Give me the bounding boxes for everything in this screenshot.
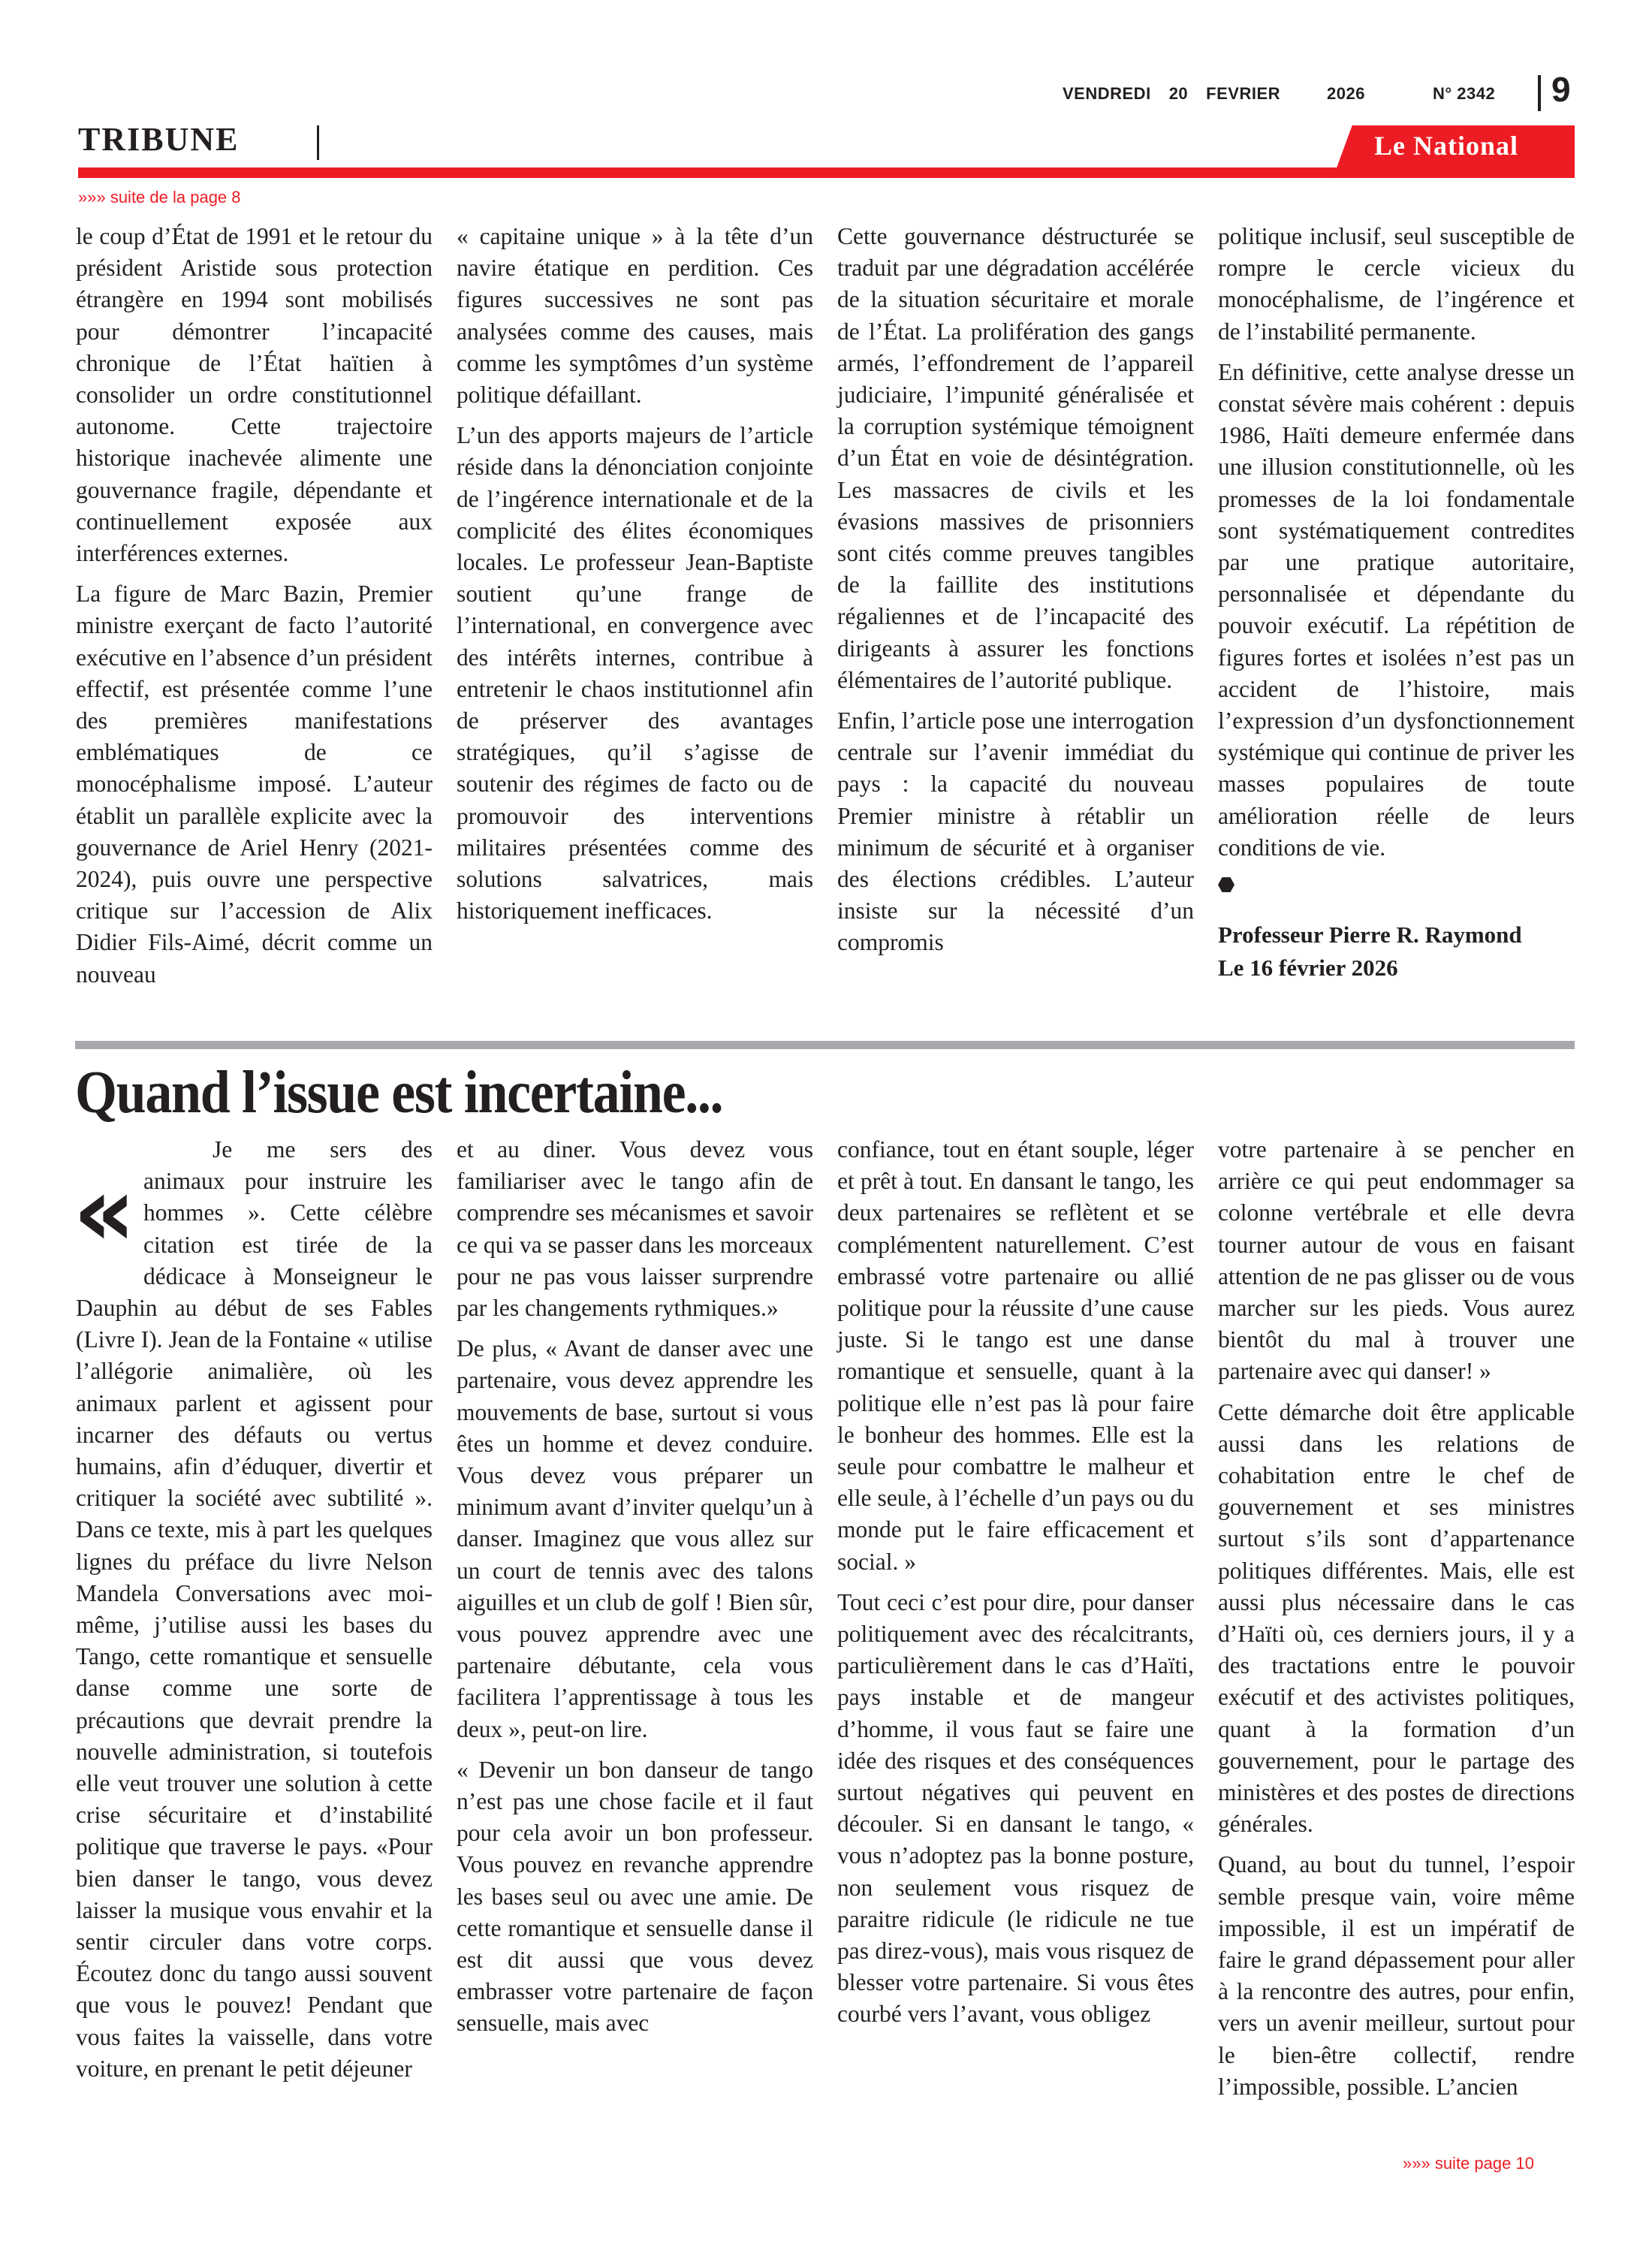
newspaper-logo: Le National [1374,131,1519,161]
article-1-column-1 [76,221,433,1000]
article-2-column-2 [457,1134,813,2112]
article-1-column-3 [837,221,1194,1000]
continued-from-link[interactable]: »»» suite de la page 8 [78,188,241,207]
paragraph: votre partenaire à se pencher en arrière ce qui peut endommager sa colonne vertébrale et elle devra tourner autour de vous en faisant attention de ne pas glisser ou de vous marcher sur les pieds. Vous aurez bientôt du mal à trouver une partenaire avec qui danser! » [1218,1136,1575,1385]
article-date: Le 16 février 2026 [1218,955,1398,982]
paragraph: « capitaine unique » à la tête d’un navire étatique en perdition. Ces figures successives ne sont pas analysées comme des causes, mais comme les symptômes d’un système politique défaillant. [457,223,813,409]
drop-quote-icon: « [73,1154,136,1268]
author-name: Professeur Pierre R. Raymond [1218,921,1522,949]
article-separator [75,1041,1575,1049]
article-2-column-3 [837,1134,1194,2112]
paragraph: Je me sers des animaux pour instruire les hommes ». Cette célèbre citation est tirée de la dédicace à Monseigneur le Dauphin au début de ses Fables (Livre I). Jean de la Fontaine « utilise l’allégorie animalière, où les animaux parlent et agissent pour incarner des défauts ou vertus humains, afin d’éduquer, divertir et critiquer la société avec subtilité ». Dans ce texte, mis à part les quelques lignes du préface du livre Nelson Mandela Conversations avec moi-même, j’utilise aussi les bases du Tango, cette romantique et sensuelle danse comme une sorte de précautions que devrait prendre la nouvelle administration, si toutefois elle veut trouver une solution à cette crise sécuritaire et d’instabilité politique que traverse le pays. «Pour bien danser le tango, vous devez laisser la musique vous envahir et la sentir circuler dans votre corps. Écoutez donc du tango aussi souvent que vous le pouvez! Pendant que vous faites la vaisselle, dans votre voiture, en prenant le petit déjeuner [76,1136,433,2082]
end-of-article-hexagon-icon [1218,877,1234,892]
section-divider [317,125,319,160]
date-year: 2026 [1327,84,1365,103]
issue-number: N° 2342 [1432,84,1496,103]
paragraph: De plus, « Avant de danser avec une partenaire, vous devez apprendre les mouvements de base, surtout si vous êtes un homme et devez conduire. Vous devez vous préparer un minimum avant d’inviter quelqu’un à danser. Imaginez que vous allez sur un court de tennis avec des talons aiguilles et un club de golf ! Bien sûr, vous pouvez apprendre avec une partenaire débutante, cela vous facilitera l’apprentissage à tous les deux », peut-on lire. [457,1335,813,1742]
page-number-divider [1538,75,1541,111]
dateline [1063,84,1495,104]
paragraph: La figure de Marc Bazin, Premier ministre exerçant de facto l’autorité exécutive en l’absence d’un président effectif, est présentée comme l’une des premières manifestations emblématiques de ce monocéphalisme imposé. L’auteur établit un parallèle explicite avec la gouvernance de Ariel Henry (2021-2024), puis ouvre une perspective critique sur l’accession de Alix Didier Fils-Aimé, décrit comme un nouveau [76,581,433,988]
article-2-columns [73,1134,1575,2112]
date-number: 20 [1168,84,1189,103]
article-1-column-2 [457,221,813,1000]
paragraph: et au diner. Vous devez vous familiariser avec le tango afin de comprendre ses mécanismes et savoir ce qui va se passer dans les morceaux pour ne pas vous laisser surprendre par les changements rythmiques.» [457,1136,813,1322]
article-1-column-4 [1218,221,1575,1000]
paragraph: Cette démarche doit être applicable aussi dans les relations de cohabitation entre le chef de gouvernement et ses ministres surtout s’ils sont d’appartenance politiques différentes. Mais, elle est aussi plus nécessaire dans le cas d’Haïti où, ces derniers jours, il y a des tractations entre le pouvoir exécutif et des activistes politiques, quant à la formation d’un gouvernement, pour le partage des ministères et des postes de directions générales. [1218,1398,1575,1838]
paragraph: Quand, au bout du tunnel, l’espoir semble presque vain, voire même impossible, il est un impératif de faire le grand dépassement pour aller à la rencontre des autres, pour enfin, vers un avenir meilleur, surtout pour le bien-être collectif, rendre l’impossible, possible. L’ancien [1218,1851,1575,2100]
date-month: FEVRIER [1206,84,1281,103]
continued-on-link[interactable]: »»» suite page 10 [1403,2154,1534,2173]
date-day: VENDREDI [1063,84,1151,103]
paragraph: « Devenir un bon danseur de tango n’est pas une chose facile et il faut pour cela avoir un bon professeur. Vous pouvez en revanche apprendre les bases seul ou avec une amie. De cette romantique et sensuelle danse il est dit aussi que vous devez embrasser votre partenaire de façon sensuelle, mais avec [457,1756,813,2037]
article-2-headline: Quand l’issue est incertaine... [75,1060,723,1126]
article-2-column-4 [1218,1134,1575,2112]
section-title: TRIBUNE [78,121,240,158]
paragraph: confiance, tout en étant souple, léger et prêt à tout. En dansant le tango, les deux partenaires se reflètent et se complémentent naturellement. C’est embrassé votre partenaire ou allié politique pour la réussite d’une cause juste. Si le tango est une danse romantique et sensuelle, quant à la politique elle n’est pas là pour faire le bonheur des hommes. Elle est la seule pour combattre le malheur et elle seule, à l’échelle d’un pays ou du monde put le faire efficacement et social. » [837,1136,1194,1575]
article-1-columns [76,221,1575,1000]
article-2-column-1 [73,1134,433,2112]
paragraph: Enfin, l’article pose une interrogation centrale sur l’avenir immédiat du pays : la capacité du nouveau Premier ministre à rétablir un minimum de sécurité et à organiser des élections crédibles. L’auteur insiste sur la nécessité d’un compromis [837,707,1194,956]
paragraph: le coup d’État de 1991 et le retour du président Aristide sous protection étrangère en 1994 sont mobilisés pour démontrer l’incapacité chronique de l’État haïtien à consolider un ordre constitutionnel autonome. Cette trajectoire historique inachevée alimente une gouvernance fragile, dépendante et continuellement exposée aux interférences externes. [76,223,433,567]
paragraph: En définitive, cette analyse dresse un constat sévère mais cohérent : depuis 1986, Haïti demeure enfermée dans une illusion constitutionnelle, où les promesses de la loi fondamentale sont systématiquement contredites par une pratique autoritaire, personnalisée et dépendante du pouvoir exécutif. La répétition de figures fortes et isolées n’est pas un accident de l’histoire, mais l’expression d’un dysfonctionnement systémique qui continue de priver les masses populaires de toute amélioration réelle de leurs conditions de vie. [1218,358,1575,861]
paragraph: politique inclusif, seul susceptible de rompre le cercle vicieux du monocéphalisme, de l’ingérence et de l’instabilité permanente. [1218,223,1575,345]
paragraph: L’un des apports majeurs de l’article réside dans la dénonciation conjointe de l’ingérence internationale et de la complicité des élites économiques locales. Le professeur Jean-Baptiste soutient qu’une frange de l’international, en convergence avec des intérêts internes, contribue à entretenir le chaos institutionnel afin de préserver des avantages stratégiques, qu’il s’agisse de soutenir des régimes de facto ou de promouvoir des interventions militaires présentées comme des solutions salvatrices, mais historiquement inefficaces. [457,422,813,924]
paragraph: Cette gouvernance déstructurée se traduit par une dégradation accélérée de la situation sécuritaire et morale de l’État. La prolifération des gangs armés, l’effondrement de l’appareil judiciaire, l’impunité généralisée et la corruption systémique témoignent d’un État en voie de désintégration. Les massacres de civils et les évasions massives de prisonniers sont cités comme preuves tangibles de la faillite des institutions régaliennes et de l’incapacité des dirigeants à assurer les fonctions élémentaires de l’autorité publique. [837,223,1194,693]
paragraph: Tout ceci c’est pour dire, pour danser politiquement avec des récalcitrants, particulièrement dans le cas d’Haïti, pays instable et de mangeur d’homme, il vous faut se faire une idée des risques et des conséquences surtout négatives qui peuvent en découler. Si en dansant le tango, « vous n’adoptez pas la bonne posture, non seulement vous risquez de paraitre ridicule (le ridicule ne tue pas direz-vous), mais vous risquez de blesser votre partenaire. Si vous êtes courbé vers l’avant, vous obligez [837,1588,1194,2028]
page-number: 9 [1551,70,1571,109]
